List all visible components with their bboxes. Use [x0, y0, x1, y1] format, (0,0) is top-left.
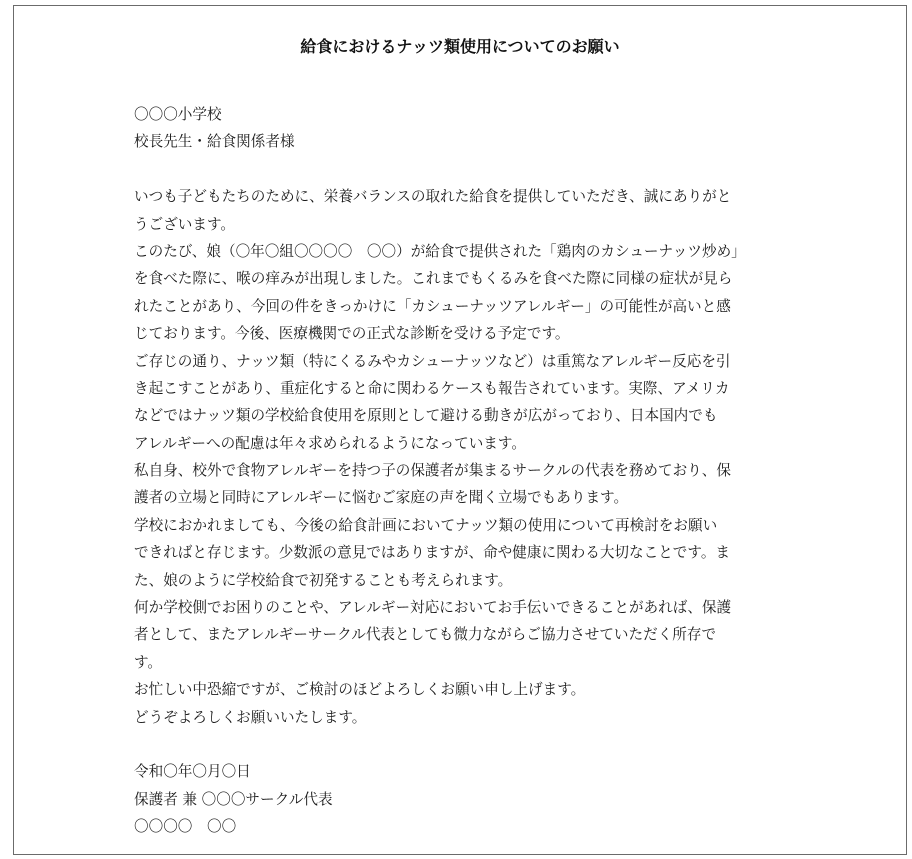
document-page — [13, 5, 907, 855]
body-line: き起こすことがあり、重症化すると命に関わるケースも報告されています。実際、アメリカ — [134, 379, 730, 397]
body-line: うございます。 — [134, 215, 235, 233]
body-line: じております。今後、医療機関での正式な診断を受ける予定です。 — [134, 325, 570, 343]
body-line: た、娘のように学校給食で初発することも考えられます。 — [134, 571, 513, 589]
body-line: このたび、娘（〇年〇組〇〇〇〇 〇〇）が給食で提供された「鶏肉のカシューナッツ炒め」 — [134, 242, 746, 260]
body-line: 私自身、校外で食物アレルギーを持つ子の保護者が集まるサークルの代表を務めており、保 — [134, 462, 731, 480]
body-line: を食べた際に、喉の痒みが出現しました。これまでもくるみを食べた際に同様の症状が見ら — [134, 270, 733, 288]
body-line: できればと存じます。少数派の意見ではありますが、命や健康に関わる大切なことです。ま — [134, 544, 731, 562]
recipient-addressee: 校長先生・給食関係者様 — [134, 133, 295, 151]
document-title: 給食におけるナッツ類使用についてのお願い — [300, 37, 620, 56]
body-line: お忙しい中恐縮ですが、ご検討のほどよろしくお願い申し上げます。 — [134, 681, 586, 699]
body-line: いつも子どもたちのために、栄養バランスの取れた給食を提供していただき、誠にありがと — [134, 188, 732, 206]
closing-role: 保護者 兼 〇〇〇サークル代表 — [134, 790, 333, 808]
closing-name: 〇〇〇〇 〇〇 — [134, 818, 237, 836]
body-line: どうぞよろしくお願いいたします。 — [134, 708, 367, 726]
blank-line — [134, 156, 794, 183]
body-line: 者として、またアレルギーサークル代表としても微力ながらご協力させていただく所存で — [134, 626, 717, 644]
letter-body — [134, 101, 794, 841]
body-line: す。 — [134, 653, 163, 671]
body-line: などではナッツ類の学校給食使用を原則として避ける動きが広がっており、日本国内でも — [134, 407, 718, 425]
body-line: アレルギーへの配慮は年々求められるようになっています。 — [134, 434, 526, 452]
recipient-school: 〇〇〇小学校 — [134, 106, 222, 123]
body-line: 護者の立場と同時にアレルギーに悩むご家庭の声を聞く立場でもあります。 — [134, 489, 629, 507]
body-line: ご存じの通り、ナッツ類（特にくるみやカシューナッツなど）は重篤なアレルギー反応を引 — [134, 352, 731, 370]
body-line: 何か学校側でお困りのことや、アレルギー対応においてお手伝いできることがあれば、保護 — [134, 599, 732, 617]
blank-line — [134, 731, 794, 758]
closing-date: 令和〇年〇月〇日 — [134, 763, 251, 781]
body-line: 学校におかれましても、今後の給食計画においてナッツ類の使用について再検討をお願い — [134, 516, 718, 534]
body-line: れたことがあり、今回の件をきっかけに「カシューナッツアレルギー」の可能性が高いと感 — [134, 297, 731, 315]
